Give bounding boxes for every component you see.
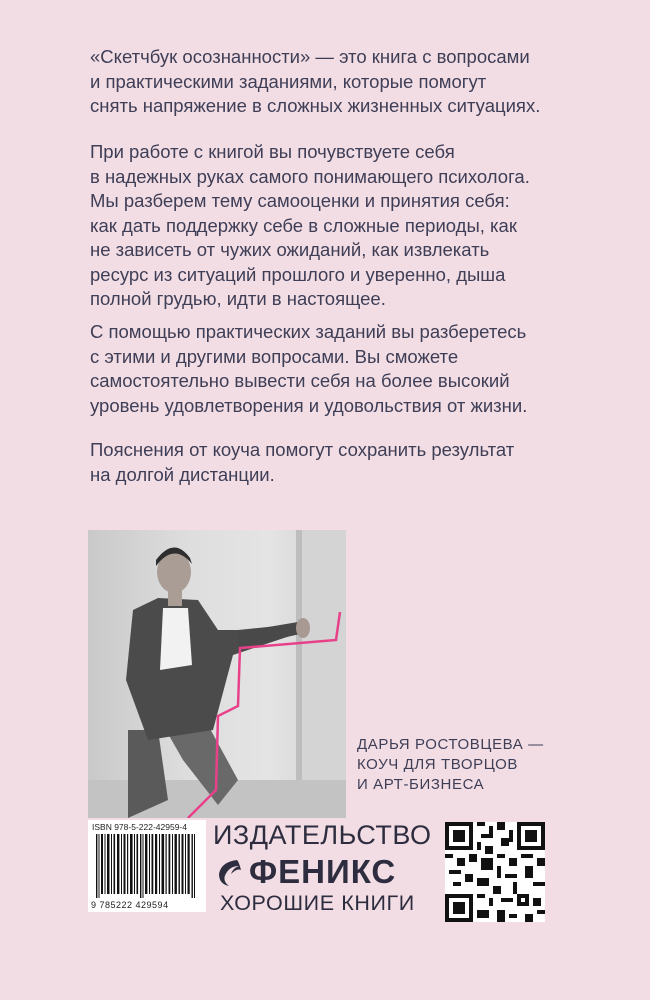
text-line: на долгой дистанции. — [90, 463, 275, 485]
text-line: не зависеть от чужих ожиданий, как извлекать — [90, 239, 490, 260]
qr-code-icon — [445, 822, 545, 922]
barcode — [88, 820, 206, 912]
barcode-digits: 9 785222 429594 — [91, 900, 169, 910]
text-line: в надежных руках самого понимающего психолога. — [90, 165, 530, 187]
text-line: С помощью практических заданий вы разберетесь — [90, 321, 527, 342]
text-line: ресурс из ситуаций прошлого и уверенно, дыша — [90, 263, 506, 285]
phoenix-logo-icon — [213, 856, 243, 888]
author-caption — [357, 735, 544, 795]
paragraph-intro — [90, 45, 590, 119]
text-line: и практическими заданиями, которые помогут — [90, 70, 487, 92]
publisher-logo-row — [213, 853, 396, 891]
author-caption-line: КОУЧ ДЛЯ ТВОРЦОВ — [357, 756, 518, 773]
paragraph-coach — [90, 438, 590, 487]
text-line: с этими и другими вопросами. Вы сможете — [90, 345, 459, 367]
author-photo-illustration — [88, 530, 346, 818]
text-line: снять напряжение в сложных жизненных ситуациях. — [90, 95, 541, 116]
text-line: самостоятельно вывести себя на более высокий — [90, 370, 510, 391]
isbn-text: ISBN 978-5-222-42959-4 — [92, 822, 187, 832]
qr-code — [445, 822, 545, 922]
paragraph-work — [90, 140, 590, 312]
paragraph-tasks — [90, 320, 590, 418]
text-line: Мы разберем тему самооценки и принятия себя: — [90, 190, 510, 211]
barcode-bars-icon — [88, 820, 206, 912]
text-line: Пояснения от коуча помогут сохранить результат — [90, 439, 515, 460]
publisher-label: ИЗДАТЕЛЬСТВО — [213, 820, 432, 850]
text-line: При работе с книгой вы почувствуете себя — [90, 141, 455, 162]
publisher-name: ФЕНИКС — [249, 853, 397, 890]
text-line: «Скетчбук осознанности» — это книга с вопросами — [90, 46, 530, 67]
author-caption-line: ДАРЬЯ РОСТОВЦЕВА — — [357, 736, 544, 753]
text-line: полной грудью, идти в настоящее. — [90, 288, 386, 309]
author-caption-line: И АРТ-БИЗНЕСА — [357, 776, 485, 793]
author-photo — [88, 530, 346, 818]
publisher-slogan: ХОРОШИЕ КНИГИ — [220, 891, 415, 915]
publisher-block — [213, 820, 438, 915]
text-line: как дать поддержку себе в сложные периоды, как — [90, 214, 517, 236]
text-line: уровень удовлетворения и удовольствия от жизни. — [90, 394, 528, 416]
